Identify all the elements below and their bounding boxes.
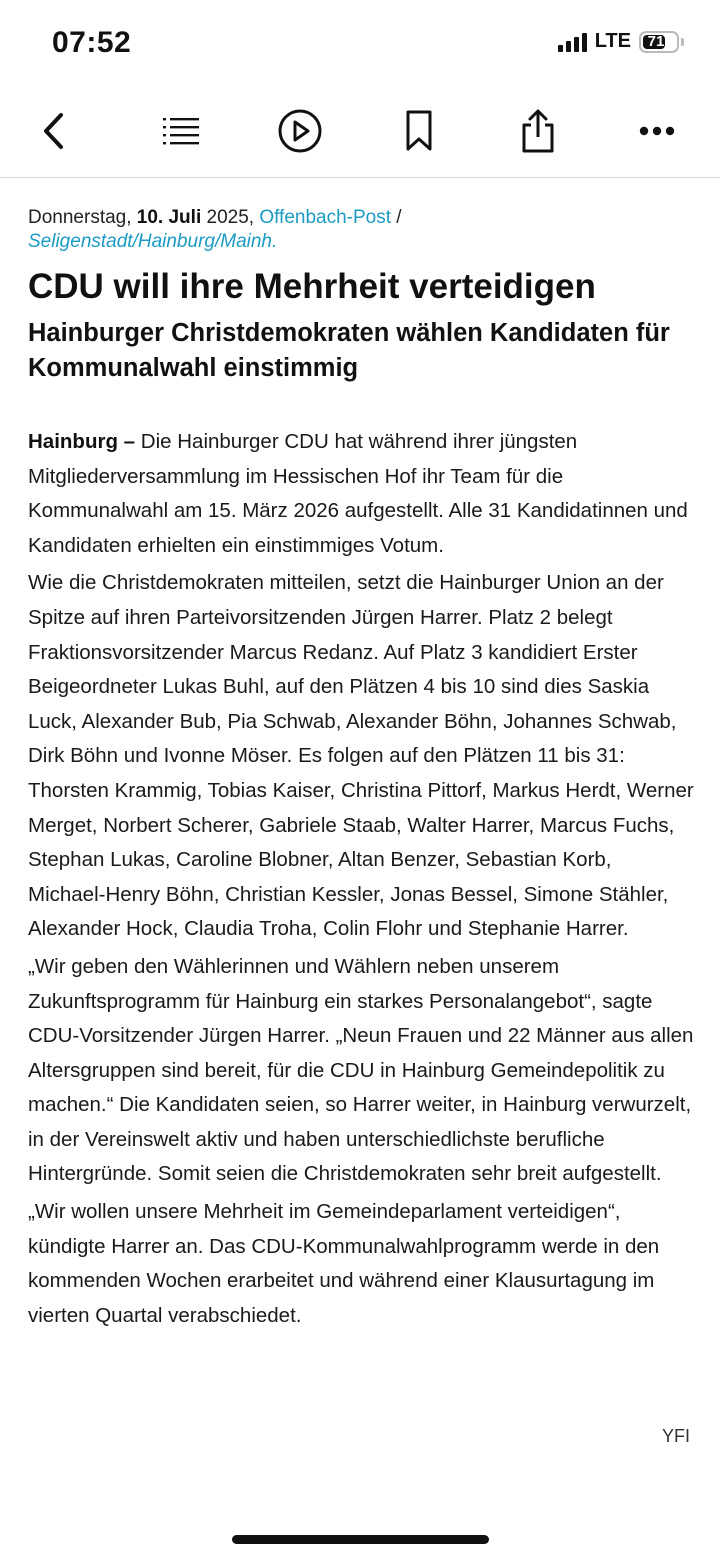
bookmark-button[interactable] <box>389 96 449 166</box>
section-link[interactable]: Seligenstadt/Hainburg/Mainh. <box>28 231 278 252</box>
back-button[interactable] <box>24 96 84 166</box>
battery-percent: 71 <box>647 32 665 50</box>
subheadline: Hainburger Christdemokraten wählen Kandidaten für Kommunalwahl einstimmig <box>28 319 670 382</box>
author-initials: YFI <box>661 1426 690 1446</box>
paragraph-text: Die Hainburger CDU hat während ihrer jüngsten Mitgliederversammlung im Hessischen Hof ihr Team für die Kommunalwahl am 15. März 2026 aufgestellt. Alle 31 Kandidatinnen und Kandidaten erhielten ein einstimmiges Votum. <box>28 430 688 557</box>
dateline <box>28 206 694 254</box>
paragraph: „Wir geben den Wählerinnen und Wählern neben unserem Zukunftsprogramm für Hainburg ein starkes Personalangebot“, sagte CDU-Vorsitzender Jürgen Harrer. „Neun Frauen und 22 Männer aus allen Altersgruppen sind bereit, für die CDU in Hainburg Gemeindepolitik zu machen.“ Die Kandidaten seien, so Harrer weiter, in Hainburg verwurzelt, in der Vereinswelt aktiv und haben unterschiedlichste berufliche Hintergründe. Somit seien die Christdemokraten sehr breit aufgestellt. <box>28 954 694 1186</box>
status-time: 07:52 <box>52 26 132 59</box>
ellipsis-icon <box>639 126 675 136</box>
paragraph: Wie die Christdemokraten mitteilen, setzt die Hainburger Union an der Spitze auf ihren Parteivorsitzenden Jürgen Harrer. Platz 2 belegt Fraktionsvorsitzender Marcus Redanz. Auf Platz 3 kandidiert Erster Beigeordneter Lukas Buhl, auf den Plätzen 4 bis 10 sind dies Saskia Luck, Alexander Bub, Pia Schwab, Alexander Böhn, Johannes Schwab, Dirk Böhn und Ivonne Möser. Es folgen auf den Plätzen 11 bis 31: Thorsten Krammig, Tobias Kaiser, Christina Pittorf, Markus Herdt, Werner Merget, Norbert Scherer, Gabriele Staab, Walter Harrer, Marcus Fuchs, Stephan Lukas, Caroline Blobner, Altan Benzer, Sebastian Korb, Michael-Henry Böhn, Christian Kessler, Jonas Bessel, Simone Stähler, Alexander Hock, Claudia Troha, Colin Flohr und Stephanie Harrer. <box>28 571 694 941</box>
year: 2025, <box>206 207 255 228</box>
more-button[interactable] <box>627 96 687 166</box>
play-circle-icon <box>277 108 323 154</box>
headline: CDU will ihre Mehrheit verteidigen <box>28 267 596 306</box>
dateline-separator: / <box>396 207 402 228</box>
paragraph <box>28 425 694 563</box>
status-bar <box>0 0 720 88</box>
article-body <box>28 425 694 1333</box>
bookmark-icon <box>404 109 434 153</box>
source-link[interactable]: Offenbach-Post <box>259 207 392 228</box>
share-icon <box>520 108 556 154</box>
chevron-left-icon <box>39 111 69 151</box>
status-indicators <box>558 30 684 53</box>
weekday: Donnerstag, <box>28 207 132 228</box>
date: 10. Juli <box>136 207 202 228</box>
network-type: LTE <box>594 30 631 52</box>
battery-icon <box>639 31 679 53</box>
article-toolbar <box>0 96 720 170</box>
battery-tip <box>681 38 684 46</box>
play-button[interactable] <box>270 96 330 166</box>
contents-button[interactable] <box>151 96 211 166</box>
lead-location: Hainburg – <box>28 430 136 453</box>
paragraph: „Wir wollen unsere Mehrheit im Gemeindeparlament verteidigen“, kündigte Harrer an. Das CDU-Kommunalwahlprogramm werde in den kommenden Wochen erarbeitet und während einer Klausurtagung im vierten Quartal verabschiedet. <box>28 1200 660 1327</box>
list-icon <box>161 114 201 148</box>
share-button[interactable] <box>508 96 568 166</box>
signal-icon <box>558 32 587 52</box>
toolbar-divider <box>0 177 720 178</box>
home-indicator[interactable] <box>232 1535 489 1544</box>
article <box>28 206 694 1333</box>
